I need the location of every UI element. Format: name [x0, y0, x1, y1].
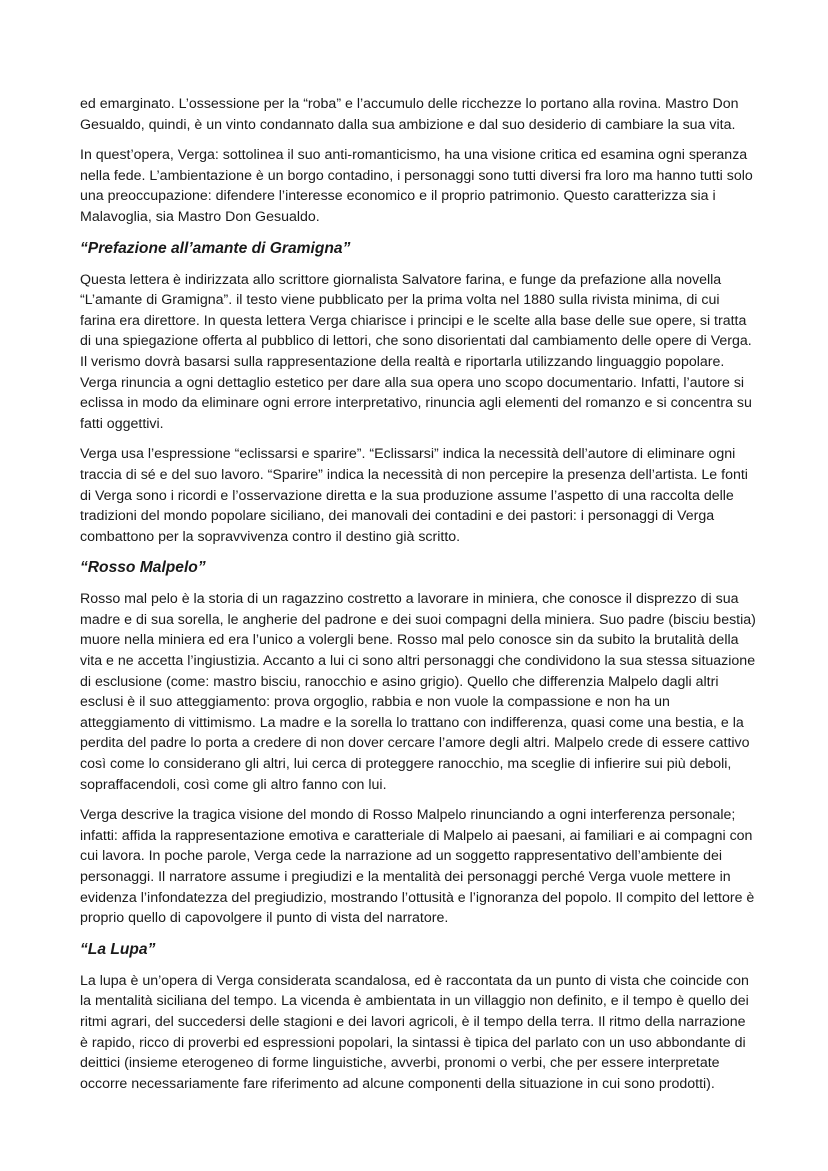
heading-la-lupa: “La Lupa”: [80, 940, 156, 958]
paragraph-gesualdo-ending: ed emarginato. L’ossessione per la “roba” e l’accumulo delle ricchezze lo portano alla rovina. Mastro Don Gesualdo, quindi, è un vinto condannato dalla sua ambizione e dal suo desiderio di cambiare la sua vita.: [80, 96, 739, 133]
paragraph-verga-anti-romanticism: In quest’opera, Verga: sottolinea il suo anti-romanticismo, ha una visione critica ed esamina ogni speranza nella fede. L’ambientazione è un borgo contadino, i personaggi sono tutti diversi fra loro ma hanno tutti solo una preoccupazione: difendere l’interesse economico e il proprio patrimonio. Questo caratterizza sia i Malavoglia, sia Mastro Don Gesualdo.: [80, 147, 753, 225]
heading-prefazione: “Prefazione all’amante di Gramigna”: [80, 239, 351, 257]
paragraph-malpelo-story: Rosso mal pelo è la storia di un ragazzino costretto a lavorare in miniera, che conosce il disprezzo di sua madre e di sua sorella, le angherie del padrone e dei suoi compagni della miniera. Suo padre (bisciu bestia) muore nella miniera ed era l’unico a volergli bene. Rosso mal pelo conosce sin da subito la brutalità della vita e ne accetta l’ingiustizia. Accanto a lui ci sono altri personaggi che condividono la sua stessa situazione di esclusione (come: mastro bisciu, ranocchio e asino grigio). Quello che differenzia Malpelo dagli altri esclusi è il suo atteggiamento: prova orgoglio, rabbia e non vuole la compassione e non ha un atteggiamento di vittimismo. La madre e la sorella lo trattano con indifferenza, quasi come una bestia, e la perdita del padre lo porta a credere di non dover cercare l’amore degli altri. Malpelo crede di essere cattivo così come lo considerano gli altri, lui cerca di proteggere ranocchio, ma sceglie di infierire sui più deboli, sopraffacendoli, così come gli altro fanno con lui.: [80, 591, 756, 793]
heading-rosso-malpelo: “Rosso Malpelo”: [80, 559, 206, 577]
paragraph-la-lupa: La lupa è un’opera di Verga considerata scandalosa, ed è raccontata da un punto di vista che coincide con la mentalità siciliana del tempo. La vicenda è ambientata in un villaggio non definito, e il tempo è quello dei ritmi agrari, del succedersi delle stagioni e dei lavori agricoli, è il tempo della terra. Il ritmo della narrazione è rapido, ricco di proverbi ed espressioni popolari, la sintassi è tipica del parlato con un uso abbondante di deittici (insieme eterogeneo di forme linguistiche, avverbi, pronomi o verbi, che per essere interpretate occorre necessariamente fare riferimento ad alcune componenti della situazione in cui sono prodotti).: [80, 972, 749, 1092]
paragraph-prefazione-letter: Questa lettera è indirizzata allo scrittore giornalista Salvatore farina, e funge da prefazione alla novella “L’amante di Gramigna”. il testo viene pubblicato per la prima volta nel 1880 sulla rivista minima, di cui farina era direttore. In questa lettera Verga chiarisce i principi e le scelte alla base delle sue opere, si tratta di una spiegazione offerta al pubblico di lettori, che sono disorientati dal cambiamento delle opere di Verga. Il verismo dovrà basarsi sulla rappresentazione della realtà e riportarla utilizzando linguaggio popolare. Verga rinuncia a ogni dettaglio estetico per dare alla sua opera uno scopo documentario. Infatti, l’autore si eclissa in modo da eliminare ogni errore interpretativo, rinuncia agli elementi del romanzo e si concentra su fatti oggettivi.: [80, 271, 752, 432]
paragraph-malpelo-narrator: Verga descrive la tragica visione del mondo di Rosso Malpelo rinunciando a ogni interferenza personale; infatti: affida la rappresentazione emotiva e caratteriale di Malpelo ai paesani, ai familiari e ai compagni con cui lavora. In poche parole, Verga cede la narrazione ad un soggetto rappresentativo dell’ambiente dei personaggi. Il narratore assume i pregiudizi e la mentalità dei personaggi perché Verga vuole mettere in evidenza l’infondatezza del pregiudizio, mostrando l’ottusità e l’ignoranza del popolo. Il compito del lettore è proprio quello di capovolgere il punto di vista del narratore.: [80, 807, 755, 927]
paragraph-eclissarsi: Verga usa l’espressione “eclissarsi e sparire”. “Eclissarsi” indica la necessità dell’autore di eliminare ogni traccia di sé e del suo lavoro. “Sparire” indica la necessità di non percepire la presenza dell’artista. Le fonti di Verga sono i ricordi e l’osservazione diretta e la sua produzione assume l’aspetto di una raccolta delle tradizioni del mondo popolare siciliano, dei manovali dei contadini e dei pastori: i personaggi di Verga combattono per la sopravvivenza contro il destino già scritto.: [80, 446, 748, 545]
